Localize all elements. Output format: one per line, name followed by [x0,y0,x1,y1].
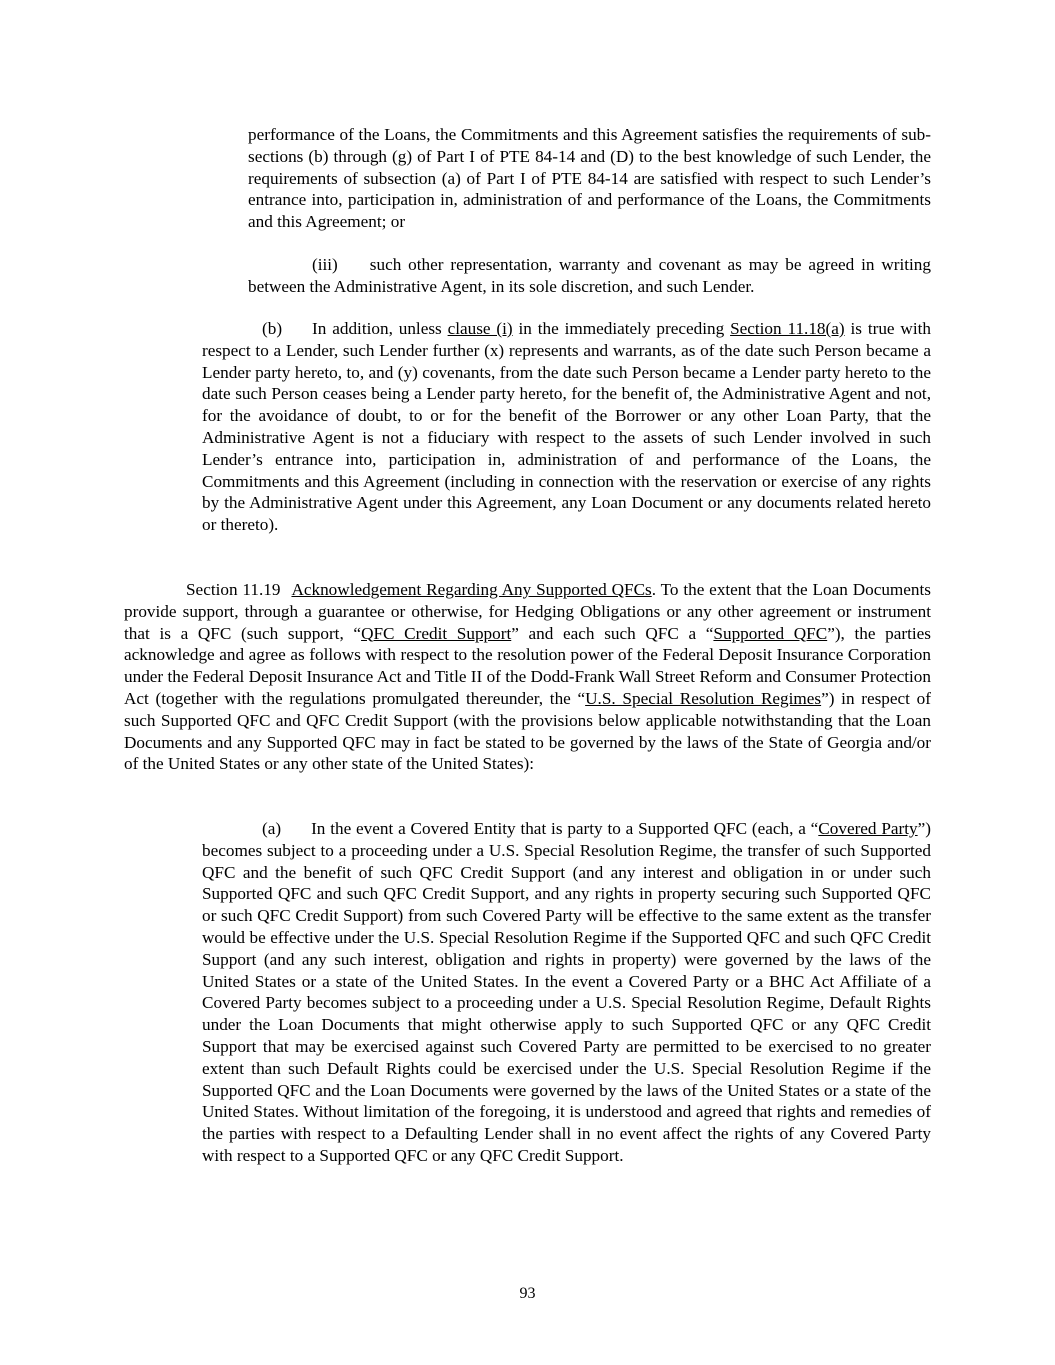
clause-i-reference: clause (i) [447,319,513,338]
page-number: 93 [519,1285,536,1302]
continuation-paragraph [248,124,931,233]
defined-term-supported-qfc: Supported QFC [713,623,828,643]
section-text-4: ”) in respect of such Supported QFC and QFC Credit Support (with the provisions below applicable notwithstanding that the Loan Documents and any Supported QFC may in fact be stated to be governed by the laws of the State of Georgia and/or of the United States or any other state of the United States): [124,688,931,774]
section-11-18a-reference: Section 11.18(a) [730,319,845,338]
clause-iii-paragraph [248,254,931,298]
clause-b-label: (b) [262,319,283,338]
section-11-19-paragraph [124,579,931,775]
section-text-2: ” and each such QFC a “ [511,623,714,643]
defined-term-covered-party: Covered Party [818,819,918,838]
clause-iii-label: (iii) [312,255,338,274]
clause-a-label: (a) [262,819,282,838]
clause-a-paragraph [202,818,931,1167]
clause-b-text-3: is true with respect to a Lender, such Lender further (x) represents and warrants, as of the date such Person became a Lender party hereto, to, and (y) covenants, from the date such Person became a Lender party hereto to the date such Person ceases being a Lender party hereto, for the benefit of, the Administrative Agent and not, for the avoidance of doubt, to or for the benefit of the Borrower or any other Loan Party, that the Administrative Agent is not a fiduciary with respect to the assets of such Lender involved in such Lender’s entrance into, participation in, administration of and performance of the Loans, the Commitments and this Agreement (including in connection with the reservation or exercise of any rights by the Administrative Agent under this Agreement, any Loan Document or any documents related hereto or thereto). [202,319,931,535]
clause-b-paragraph [202,318,931,536]
clause-b-text-2: in the immediately preceding [512,319,731,338]
clause-b-text-1: In addition, unless [312,319,448,338]
section-number: Section 11.19 [186,580,281,599]
section-text-1: . To the extent that the Loan Documents provide support, through a guarantee or otherwise, for Hedging Obligations or any other agreement or instrument that is a QFC (such support, “ [124,580,931,643]
clause-a-text-2: ”) becomes subject to a proceeding under a U.S. Special Resolution Regime, the transfer of such Supported QFC and the benefit of such QFC Credit Support (and any interest and obligation in or under such Supported QFC and such QFC Credit Support, and any rights in property securing such Supported QFC or such QFC Credit Support) from such Covered Party will be effective to the same extent as the transfer would be effective under the U.S. Special Resolution Regime if the Supported QFC and such QFC Credit Support (and any such interest, obligation and rights in property) were governed by the laws of the United States or a state of the United States. In the event a Covered Party or a BHC Act Affiliate of a Covered Party becomes subject to a proceeding under a U.S. Special Resolution Regime, Default Rights under the Loan Documents that might otherwise apply to such Supported QFC or any QFC Credit Support that may be exercised against such Covered Party are permitted to be exercised to no greater extent than such Default Rights could be exercised under the U.S. Special Resolution Regime if the Supported QFC and the Loan Documents were governed by the laws of the United States or a state of the United States. Without limitation of the foregoing, it is understood and agreed that rights and remedies of the parties with respect to a Defaulting Lender shall in no event affect the rights of any Covered Party with respect to a Supported QFC or any QFC Credit Support. [202,819,931,1165]
clause-a-text-1: In the event a Covered Entity that is party to a Supported QFC (each, a “ [311,819,819,838]
section-text-3: ”), the parties acknowledge and agree as follows with respect to the resolution power of the Federal Deposit Insurance Corporation under the Federal Deposit Insurance Act and Title II of the Dodd-Frank Wall Street Reform and Consumer Protection Act (together with the regulations promulgated thereunder, the “ [124,623,931,708]
defined-term-qfc-credit-support: QFC Credit Support [361,623,512,643]
continuation-text: performance of the Loans, the Commitments and this Agreement satisfies the requirements of sub-sections (b) through (g) of Part I of PTE 84-14 and (D) to the best knowledge of such Lender, the requirements of subsection (a) of Part I of PTE 84-14 are satisfied with respect to such Lender’s entrance into, participation in, administration of and performance of the Loans, the Commitments and this Agreement; or [248,125,931,232]
defined-term-us-special-resolution-regimes: U.S. Special Resolution Regimes [585,688,822,708]
section-heading: Acknowledgement Regarding Any Supported QFCs [291,580,652,599]
clause-iii-text: such other representation, warranty and covenant as may be agreed in writing between the Administrative Agent, in its sole discretion, and such Lender. [248,255,931,296]
